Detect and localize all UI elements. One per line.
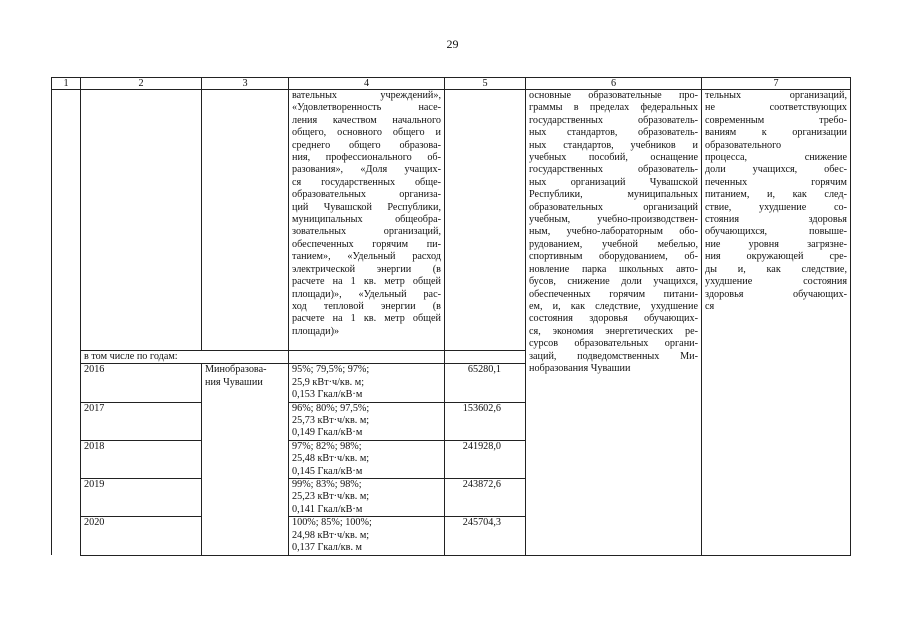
col3-top-cell: [202, 90, 289, 351]
risk-line: современным требо-: [705, 114, 847, 126]
risk-line: ния окружающей сре-: [705, 251, 847, 263]
indicator-description-line: расчете на 1 кв. метр общей: [292, 276, 441, 288]
result-line: образовательных организаций: [529, 201, 698, 213]
executor-line: Минобразова-: [205, 364, 267, 376]
risk-line: ствие, ухудшение со-: [705, 201, 847, 213]
result-line: граммы в пределах федеральных: [529, 102, 698, 114]
result-line: ных стандартов, образователь-: [529, 127, 698, 139]
header-cell-7: 7: [702, 78, 851, 90]
indicator-description-line: ход тепловой энергии (в: [292, 300, 441, 312]
indicator-description-line: танием», «Удельный расход: [292, 251, 441, 263]
indicator-description-line: ния, профессионального об-: [292, 152, 441, 164]
indicator-line: 0,141 Гкал/кВ·м: [292, 503, 363, 515]
indicator-description-line: ления качеством начального: [292, 114, 441, 126]
indicator-description-line: ся государственных обще-: [292, 176, 441, 188]
result-line: учебным, учебно-производствен-: [529, 214, 698, 226]
risk-line: ние уровня загрязне-: [705, 238, 847, 250]
indicator-description-line: «Удовлетворенность насе-: [292, 102, 441, 114]
indicator-description-line: ций Чувашской Республики,: [292, 201, 441, 213]
indicator-line: 0,145 Гкал/кВ·м: [292, 465, 363, 477]
indicator-line: 25,9 кВт·ч/кв. м;: [292, 376, 365, 388]
header-row: [52, 78, 851, 90]
indicator-values: [289, 517, 445, 555]
indicator-line: 0,137 Гкал/кв. м: [292, 542, 362, 554]
indicator-line: 97%; 82%; 98%;: [292, 440, 362, 452]
executor-line: ния Чувашии: [205, 376, 263, 388]
amount-cell: 245704,3: [445, 517, 526, 555]
result-line: нобразования Чувашии: [529, 362, 631, 374]
risk-line: ся: [705, 300, 715, 312]
indicator-description-line: разования», «Доля учащих-: [292, 164, 441, 176]
risk-line: образовательного: [705, 139, 782, 151]
indicator-line: 99%; 83%; 98%;: [292, 479, 362, 491]
header-cell-5: 5: [445, 78, 526, 90]
risk-line: ухудшение состояния: [705, 276, 847, 288]
indicator-line: 25,73 кВт·ч/кв. м;: [292, 415, 370, 427]
result-line: состояния здоровья обучающих-: [529, 313, 698, 325]
result-line: государственных образователь-: [529, 114, 698, 126]
header-cell-1: 1: [52, 78, 81, 90]
result-line: новление парка школьных авто-: [529, 263, 698, 275]
indicator-line: 25,48 кВт·ч/кв. м;: [292, 453, 370, 465]
indicator-description-line: электрической энергии (в: [292, 263, 441, 275]
indicator-description-line: расчете на 1 кв. метр общей: [292, 313, 441, 325]
executor-cell: [202, 364, 289, 555]
result-line: Республики, муниципальных: [529, 189, 698, 201]
col5-sub-cell: [445, 351, 526, 364]
year-cell: 2017: [81, 402, 202, 440]
indicator-line: 24,98 кВт·ч/кв. м;: [292, 529, 370, 541]
risk-line: процесса, снижение: [705, 152, 847, 164]
result-line: обеспеченных горячим питани-: [529, 288, 698, 300]
years-subheader: в том числе по годам:: [81, 351, 289, 364]
amount-cell: 65280,1: [445, 364, 526, 402]
result-line: ным, учебно-лабораторным обо-: [529, 226, 698, 238]
risk-line: доли учащихся, обес-: [705, 164, 847, 176]
indicator-description-line: обеспеченных горячим пи-: [292, 238, 441, 250]
risk-line: стояния здоровья: [705, 214, 847, 226]
indicator-description-line: образовательных организа-: [292, 189, 441, 201]
risk-line: ваниям к организации: [705, 127, 847, 139]
indicator-description-line: площади)», «Удельный рас-: [292, 288, 441, 300]
col2-top-cell: [81, 90, 202, 351]
result-line: спортивным оборудованием, об-: [529, 251, 698, 263]
risk-line: не соответствующих: [705, 102, 847, 114]
indicator-line: 0,153 Гкал/кВ·м: [292, 389, 363, 401]
indicator-line: 96%; 80%; 97,5%;: [292, 402, 370, 414]
result-line: ных организаций Чувашской: [529, 176, 698, 188]
indicator-line: 0,149 Гкал/кВ·м: [292, 427, 363, 439]
header-cell-3: 3: [202, 78, 289, 90]
year-cell: 2016: [81, 364, 202, 402]
col5-top-cell: [445, 90, 526, 351]
col4-sub-cell: [289, 351, 445, 364]
program-table: [51, 77, 851, 556]
risk-line: питанием, и, как след-: [705, 189, 847, 201]
result-line: рудованием, учебной мебелью,: [529, 238, 698, 250]
amount-cell: 153602,6: [445, 402, 526, 440]
header-cell-2: 2: [81, 78, 202, 90]
risk-line: печенных горячим: [705, 176, 847, 188]
risk-line: здоровья обучающих-: [705, 288, 847, 300]
indicator-values: [289, 364, 445, 402]
risk-line: обучающихся, повыше-: [705, 226, 847, 238]
indicator-description-line: муниципальных общеобра-: [292, 214, 441, 226]
indicator-values: [289, 402, 445, 440]
indicator-description-line: зовательных организаций,: [292, 226, 441, 238]
result-line: сурсов образовательных органи-: [529, 338, 698, 350]
year-cell: 2019: [81, 479, 202, 517]
header-cell-6: 6: [526, 78, 702, 90]
risk-line: тельных организаций,: [705, 90, 847, 101]
indicator-line: 100%; 85%; 100%;: [292, 517, 372, 529]
result-line: учебных пособий, оснащение: [529, 152, 698, 164]
col1-cell: [52, 90, 81, 556]
risk-description: [702, 90, 851, 556]
result-line: ся, экономия энергетических ре-: [529, 325, 698, 337]
indicator-values: [289, 479, 445, 517]
result-line: бусов, снижение доли учащихся,: [529, 276, 698, 288]
expected-results: [526, 90, 702, 556]
indicator-values: [289, 440, 445, 478]
indicator-description-line: вательных учреждений»,: [292, 90, 441, 101]
page-number: 29: [446, 37, 459, 51]
risk-line: ды и, как следствие,: [705, 263, 847, 275]
header-cell-4: 4: [289, 78, 445, 90]
indicators-description: [289, 90, 445, 351]
year-cell: 2020: [81, 517, 202, 555]
amount-cell: 243872,6: [445, 479, 526, 517]
result-line: заций, подведомственных Ми-: [529, 350, 698, 362]
indicator-description-line: среднего общего образова-: [292, 139, 441, 151]
result-line: основные образовательные про-: [529, 90, 698, 101]
result-line: ных стандартов, учебников и: [529, 139, 698, 151]
result-line: государственных образователь-: [529, 164, 698, 176]
year-cell: 2018: [81, 440, 202, 478]
result-line: ем, и, как следствие, ухудшение: [529, 300, 698, 312]
indicator-description-line: площади)»: [292, 325, 340, 337]
continuation-row: [52, 90, 851, 351]
indicator-line: 95%; 79,5%; 97%;: [292, 364, 370, 376]
amount-cell: 241928,0: [445, 440, 526, 478]
indicator-description-line: общего, основного общего и: [292, 127, 441, 139]
indicator-line: 25,23 кВт·ч/кв. м;: [292, 491, 370, 503]
